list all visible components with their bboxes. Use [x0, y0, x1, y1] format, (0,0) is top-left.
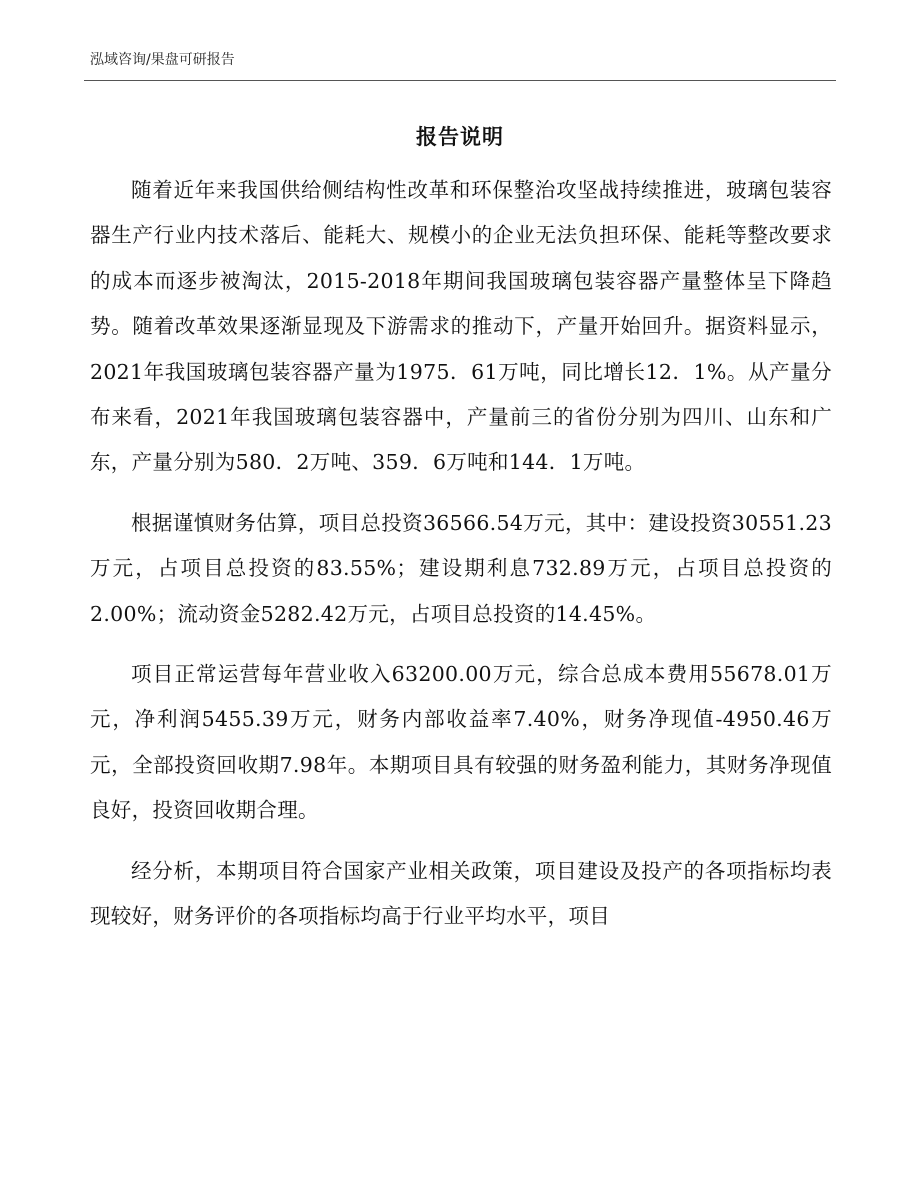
header-divider — [84, 80, 836, 81]
paragraph-1: 随着近年来我国供给侧结构性改革和环保整治攻坚战持续推进，玻璃包装容器生产行业内技术落后、能耗大、规模小的企业无法负担环保、能耗等整改要求的成本而逐步被淘汰，2015-2018年期间我国玻璃包装容器产量整体呈下降趋势。随着改革效果逐渐显现及下游需求的推动下，产量开始回升。据资料显示，2021年我国玻璃包装容器产量为1975．61万吨，同比增长12．1%。从产量分布来看，2021年我国玻璃包装容器中，产量前三的省份分别为四川、山东和广东，产量分别为580．2万吨、359．6万吨和144．1万吨。 — [90, 178, 832, 475]
paragraph-3: 项目正常运营每年营业收入63200.00万元，综合总成本费用55678.01万元，净利润5455.39万元，财务内部收益率7.40%，财务净现值-4950.46万元，全部投资回收期7.98年。本期项目具有较强的财务盈利能力，其财务净现值良好，投资回收期合理。 — [90, 662, 832, 823]
paragraph-4: 经分析，本期项目符合国家产业相关政策，项目建设及投产的各项指标均表现较好，财务评价的各项指标均高于行业平均水平，项目 — [90, 858, 832, 929]
body-content — [90, 168, 832, 940]
section-title: 报告说明 — [416, 125, 504, 149]
page-header: 泓域咨询/果盘可研报告 — [90, 52, 235, 68]
paragraph-2: 根据谨慎财务估算，项目总投资36566.54万元，其中：建设投资30551.23万元，占项目总投资的83.55%；建设期利息732.89万元，占项目总投资的2.00%；流动资金5282.42万元，占项目总投资的14.45%。 — [90, 510, 832, 626]
